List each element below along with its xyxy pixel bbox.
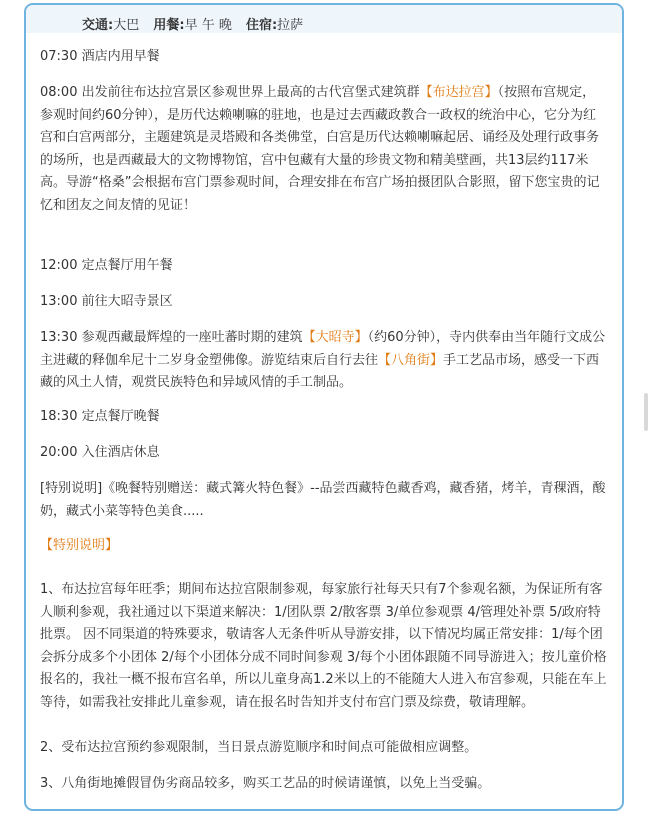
body-text: 13:00 前往大昭寺景区 xyxy=(40,294,173,309)
schedule-potala xyxy=(40,82,608,217)
highlight-text: 【八角街】 xyxy=(378,352,444,368)
meal-value: 早 午 晚 xyxy=(184,18,232,33)
body-text: 08:00 出发前往布达拉宫景区参观世界上最高的古代宫堡式建筑群 xyxy=(40,85,420,100)
dinner-special-note xyxy=(40,478,608,523)
body-text: 手工艺品市场，感受一下西藏的风土人情，观赏民族特色和异域风情的手工制品。 xyxy=(40,352,600,390)
note-schedule-adjust xyxy=(40,737,477,760)
body-text: 18:30 定点餐厅晚餐 xyxy=(40,409,160,424)
body-text: 12:00 定点餐厅用午餐 xyxy=(40,258,173,273)
day-info-row xyxy=(82,14,303,33)
body-text: 13:30 参观西藏最辉煌的一座吐蕃时期的建筑 xyxy=(40,330,303,345)
lodging-label: 住宿: xyxy=(245,18,278,33)
meal-label: 用餐: xyxy=(153,18,185,33)
body-text: 1、布达拉宫每年旺季；期间布达拉宫限制参观，每家旅行社每天只有7个参观名额，为保证所有客人顺利参观，我社通过以下渠道来解决：1/团队票 2/散客票 3/单位参观票 4/管理处补票 5/政府特批票。 因不同渠道的特殊要求，敬请客人无条件听从导游安排，以下情况均属正常安排：1/每个团会拆分成多个小团体 2/每个小团体分成不同时间参观 3/每个小团体跟随不同导游进入；按儿童价格报名的，我社一概不报布宫名单，所以儿童身高1.2米以上的不能随大人进入布宫参观，只能在车上等待，如需我社安排此儿童参观，请在报名时告知并支付布宫门票及综费，敬请理解。 xyxy=(40,582,607,710)
note-barkhor-warning xyxy=(40,773,490,796)
body-text: 07:30 酒店内用早餐 xyxy=(40,49,160,64)
schedule-dinner xyxy=(40,406,160,429)
body-text: （按照布宫规定，参观时间约60分钟），是历代达赖喇嘛的驻地，也是过去西藏政教合一政权的统治中心，它分为红宫和白宫两部分，主题建筑是灵塔殿和各类佛堂，白宫是历代达赖喇嘛起居、诵经及处理行政事务的场所，也是西藏最大的文物博物馆，宫中包藏有大量的珍贵文物和精美壁画，共13层约117米高。导游“格桑”会根据布宫门票参观时间，合理安排在布宫广场拍摄团队合影照，留下您宝贵的记忆和团友之间友情的见证！ xyxy=(40,85,600,213)
scrollbar-thumb[interactable] xyxy=(644,393,648,431)
special-notes-heading xyxy=(40,535,118,558)
schedule-breakfast xyxy=(40,46,160,69)
schedule-hotel xyxy=(40,442,160,465)
body-text: （约60分钟），寺内供奉由当年随行文成公主进藏的释伽牟尼十二岁身金塑佛像。游览结束后自行去往 xyxy=(40,330,606,368)
day-info-header xyxy=(26,5,622,33)
body-text: 20:00 入住酒店休息 xyxy=(40,445,160,460)
highlight-text: 【布达拉宫】 xyxy=(419,85,498,100)
transport-label: 交通: xyxy=(82,18,114,33)
body-text: [特别说明]《晚餐特别赠送：藏式篝火特色餐》--品尝西藏特色藏香鸡，藏香猪，烤羊，青稞酒，酸奶，藏式小菜等特色美食..... xyxy=(40,481,606,519)
schedule-jokhang-depart xyxy=(40,291,173,314)
highlight-text: 【特别说明】 xyxy=(40,538,119,553)
schedule-jokhang-visit xyxy=(40,327,608,395)
transport-value: 大巴 xyxy=(113,18,140,33)
schedule-lunch xyxy=(40,255,173,278)
note-potala-peak-season xyxy=(40,579,608,714)
lodging-value: 拉萨 xyxy=(277,18,304,33)
body-text: 2、受布达拉宫预约参观限制，当日景点游览顺序和时间点可能做相应调整。 xyxy=(40,740,478,755)
highlight-text: 【大昭寺】 xyxy=(302,330,368,345)
body-text: 3、八角街地摊假冒伪劣商品较多，购买工艺品的时候请谨慎，以免上当受骗。 xyxy=(40,776,491,791)
